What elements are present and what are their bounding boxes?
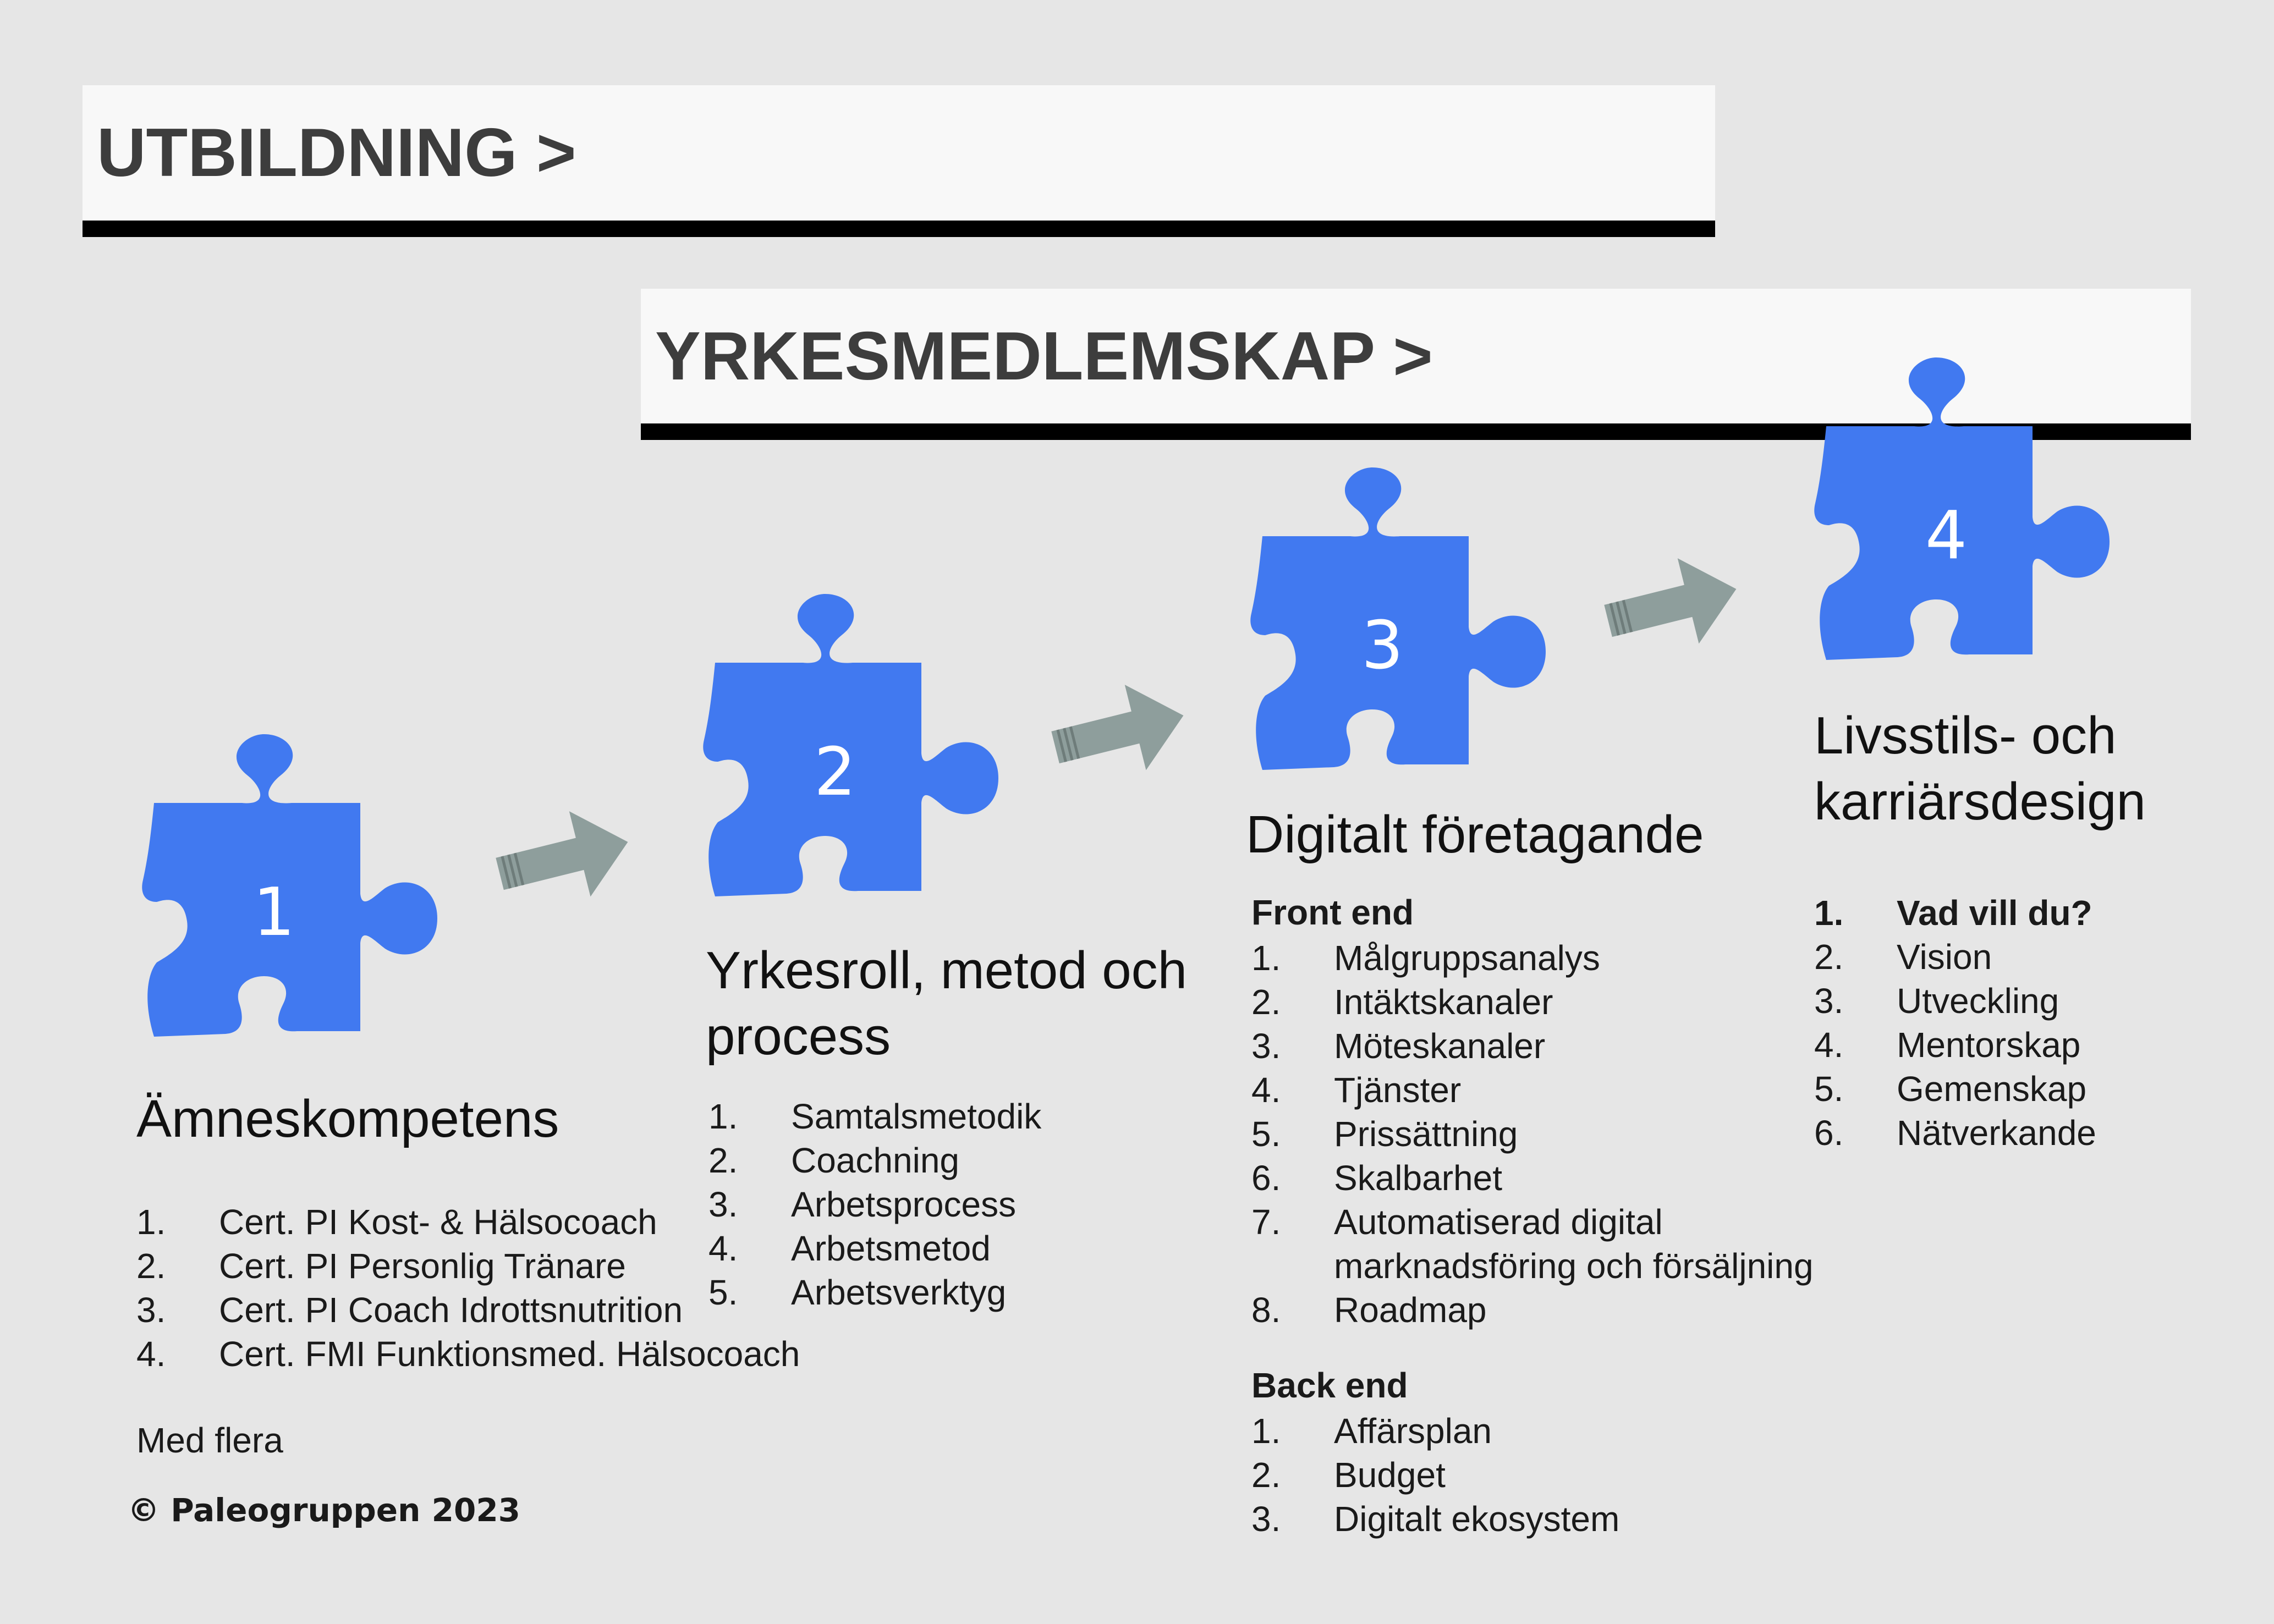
list-item: 3. Möteskanaler (1251, 1026, 1546, 1066)
list-item: 3. Utveckling (1814, 981, 2059, 1021)
banner-yrkesmedlemskap-label: YRKESMEDLEMSKAP > (655, 318, 1433, 394)
list-item: 3. Digitalt ekosystem (1251, 1499, 1620, 1539)
back-end-list (1251, 1409, 1619, 1541)
piece-number-3: 3 (1361, 608, 1404, 684)
list-item: 1. Samtalsmetodik (708, 1097, 1042, 1136)
step-2-list (708, 1094, 1041, 1314)
step-4-list (1814, 891, 2096, 1155)
piece-number-2: 2 (814, 734, 856, 811)
step-1-note: Med flera (136, 1421, 283, 1460)
puzzle-piece-icon (1240, 465, 1562, 786)
puzzle-piece-icon (693, 591, 1015, 913)
list-item: 6. Nätverkande (1814, 1113, 2096, 1153)
list-item: 6. Skalbarhet (1251, 1158, 1502, 1198)
list-item: 4. Tjänster (1251, 1070, 1462, 1110)
right-arrow-icon (1048, 676, 1191, 786)
list-item: 2. Intäktskanaler (1251, 982, 1553, 1022)
right-arrow-icon (1601, 550, 1744, 660)
list-item: 2. Coachning (708, 1141, 959, 1180)
list-item: 2. Vision (1814, 937, 1992, 977)
step-1-list (136, 1200, 800, 1376)
puzzle-piece-3 (1240, 465, 1562, 786)
banner-utbildning (83, 85, 1715, 237)
list-item: 2. Cert. PI Personlig Tränare (136, 1246, 626, 1286)
back-end-label: Back end (1251, 1366, 1408, 1405)
puzzle-piece-1 (132, 731, 454, 1053)
step-3-title: Digitalt företagande (1246, 805, 1704, 864)
list-item: 5. Gemenskap (1814, 1069, 2087, 1109)
puzzle-piece-2 (693, 591, 1015, 913)
front-end-list (1251, 936, 1814, 1332)
copyright: © Paleogruppen 2023 (128, 1491, 521, 1529)
list-item: 1. Cert. PI Kost- & Hälsocoach (136, 1202, 657, 1242)
list-item: 5. Arbetsverktyg (708, 1273, 1007, 1312)
list-item: 4. Cert. FMI Funktionsmed. Hälsocoach (136, 1334, 800, 1374)
puzzle-piece-icon (1804, 355, 2126, 676)
step-4-title (1814, 703, 2146, 835)
puzzle-piece-icon (132, 731, 454, 1053)
step-1-title: Ämneskompetens (136, 1089, 559, 1148)
list-item: 7. Automatiserad digital (1251, 1202, 1663, 1242)
list-item: 4. Mentorskap (1814, 1025, 2081, 1065)
list-item: 1. Målgruppsanalys (1251, 938, 1600, 978)
right-arrow-icon (492, 803, 635, 913)
list-item: marknadsföring och försäljning (1334, 1246, 1814, 1286)
list-item: 3. Cert. PI Coach Idrottsnutrition (136, 1290, 683, 1330)
list-item: 8. Roadmap (1251, 1290, 1487, 1330)
piece-number-1: 1 (252, 874, 295, 951)
banner-utbildning-label: UTBILDNING > (97, 115, 576, 191)
step-4-title-line1: Livsstils- och (1814, 706, 2117, 765)
step-2-title (706, 938, 1187, 1070)
front-end-label: Front end (1251, 893, 1414, 932)
list-item: 5. Prissättning (1251, 1114, 1518, 1154)
list-item: 1. Vad vill du? (1814, 893, 2092, 933)
piece-number-4: 4 (1925, 498, 1968, 574)
list-item: 2. Budget (1251, 1455, 1446, 1495)
list-item: 4. Arbetsmetod (708, 1229, 991, 1268)
step-2-title-line2: process (706, 1007, 891, 1066)
list-item: 3. Arbetsprocess (708, 1185, 1017, 1224)
step-4-title-line2: karriärsdesign (1814, 772, 2146, 831)
step-2-title-line1: Yrkesroll, metod och (706, 941, 1188, 1000)
puzzle-piece-4 (1804, 355, 2126, 676)
list-item: 1. Affärsplan (1251, 1411, 1492, 1451)
